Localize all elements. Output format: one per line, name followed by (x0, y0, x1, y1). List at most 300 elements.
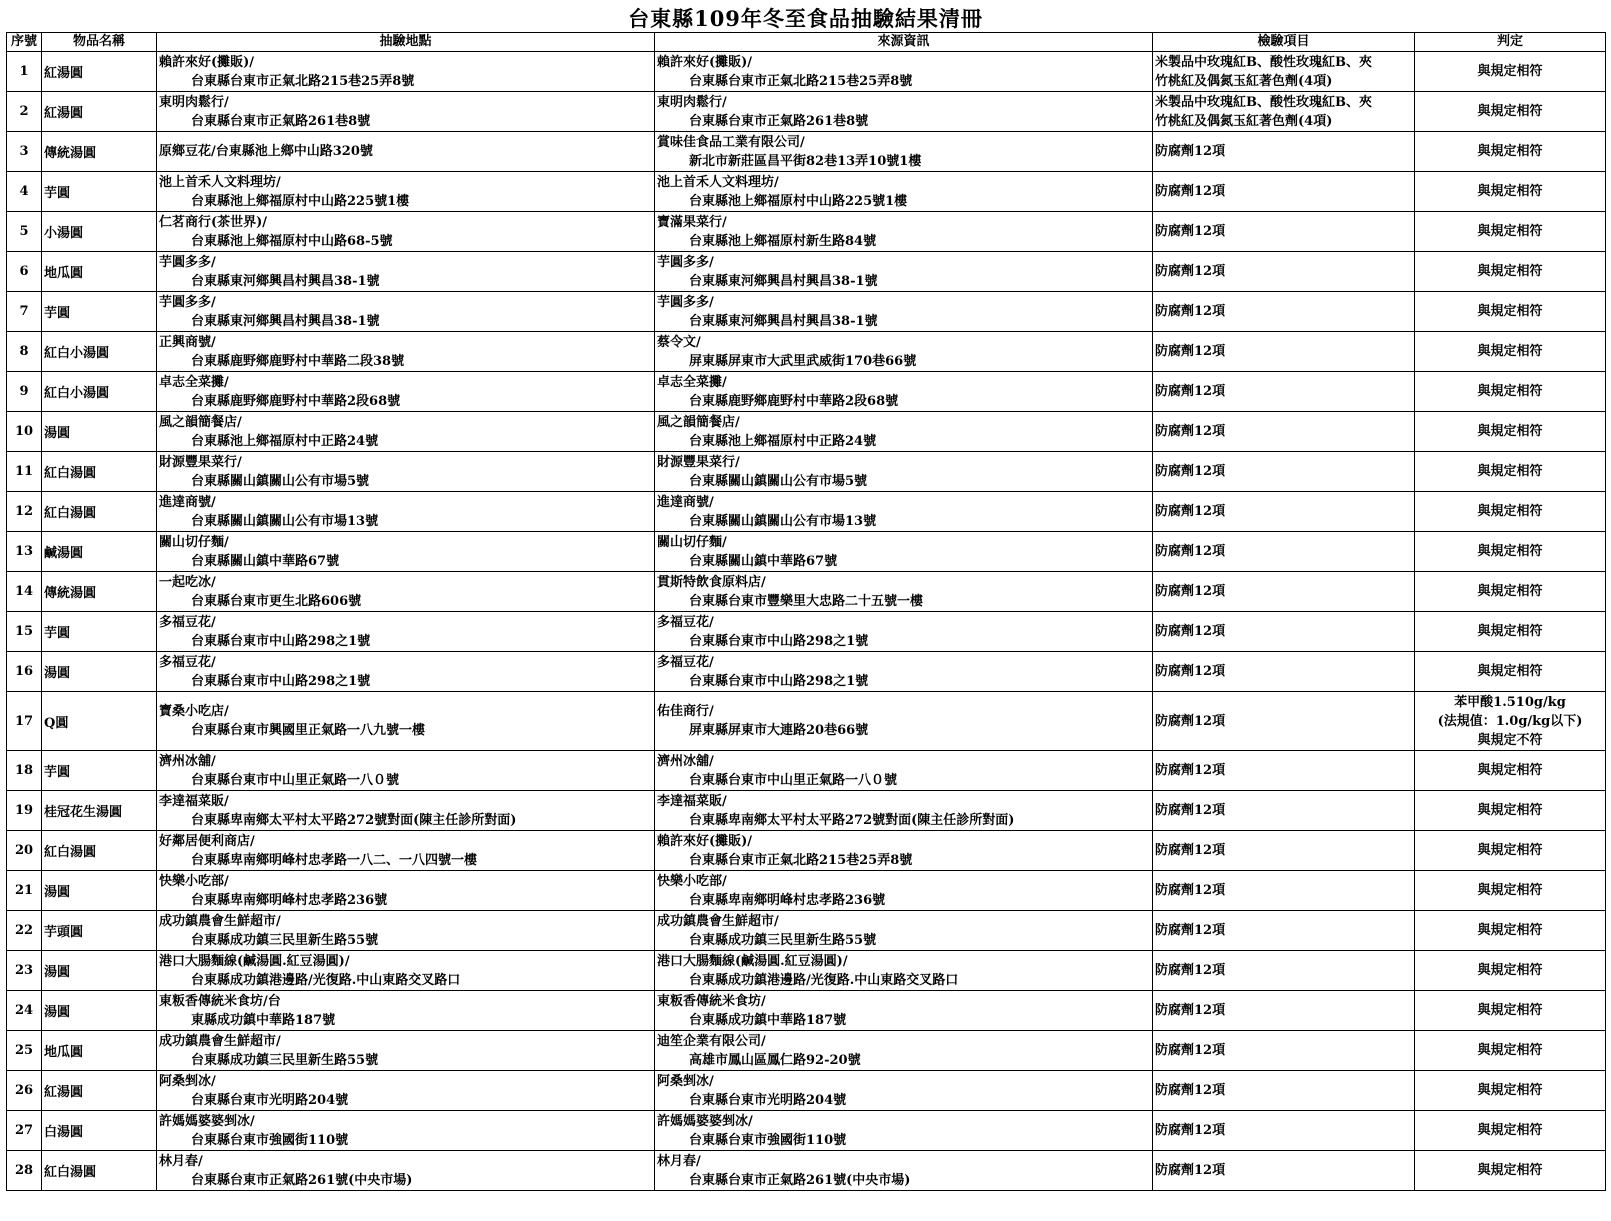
source-info-cell (655, 871, 1153, 911)
table-row (7, 412, 1606, 452)
judgement-line: 與規定相符 (1477, 344, 1543, 359)
judgement-line: 與規定相符 (1477, 384, 1543, 399)
table-row (7, 132, 1606, 172)
sampling-location-cell (157, 332, 655, 372)
judgement-cell (1415, 532, 1606, 572)
judgement-cell (1415, 452, 1606, 492)
judgement-line: 與規定相符 (1477, 264, 1543, 279)
source-info-cell (655, 492, 1153, 532)
judgement-cell (1415, 911, 1606, 951)
source-info-cell (655, 332, 1153, 372)
test-items-cell (1153, 612, 1415, 652)
sampling-location-cell (157, 292, 655, 332)
serial-number-cell: 2 (7, 92, 42, 132)
test-item-line: 防腐劑12項 (1155, 1043, 1226, 1058)
source-info-cell (655, 612, 1153, 652)
source-info-cell (655, 751, 1153, 791)
location-vendor: 原鄉豆花/台東縣池上鄉中山路320號 (159, 144, 373, 159)
table-row (7, 212, 1606, 252)
judgement-cell (1415, 132, 1606, 172)
source-address: 新北市新莊區昌平街82巷13弄10號1樓 (689, 153, 922, 169)
source-info-cell (655, 452, 1153, 492)
judgement-line: 與規定相符 (1477, 763, 1543, 778)
test-items-cell (1153, 372, 1415, 412)
test-items-cell (1153, 52, 1415, 92)
location-address: 台東縣池上鄉福原村中正路24號 (191, 433, 379, 449)
test-items-cell (1153, 452, 1415, 492)
location-address: 台東縣卑南鄉明峰村忠孝路一八二、一八四號一樓 (191, 852, 478, 868)
sampling-location-cell (157, 831, 655, 871)
inspection-results-table (6, 32, 1606, 1191)
item-name-cell: 紅湯圓 (42, 92, 157, 132)
source-vendor: 李達福菜販/ (657, 793, 727, 809)
test-items-cell (1153, 332, 1415, 372)
sampling-location-cell (157, 1151, 655, 1191)
judgement-line: 與規定相符 (1477, 224, 1543, 239)
table-row (7, 871, 1606, 911)
location-address: 台東縣關山鎮關山公有市場5號 (191, 473, 370, 489)
table-row (7, 751, 1606, 791)
judgement-cell (1415, 871, 1606, 911)
table-row (7, 1151, 1606, 1191)
location-address: 台東縣關山鎮關山公有市場13號 (191, 513, 379, 529)
item-name-cell: 紅白湯圓 (42, 831, 157, 871)
header-serial-number: 序號 (7, 33, 42, 52)
test-items-cell (1153, 412, 1415, 452)
judgement-line: 與規定相符 (1477, 144, 1543, 159)
source-address: 台東縣台東市正氣路261號(中央市場) (689, 1172, 911, 1188)
judgement-line: 與規定相符 (1477, 304, 1543, 319)
judgement-cell (1415, 252, 1606, 292)
source-vendor: 港口大腸麵線(鹹湯圓.紅豆湯圓)/ (657, 953, 848, 969)
location-vendor: 成功鎮農會生鮮超市/ (159, 913, 281, 929)
location-address: 台東縣台東市正氣北路215巷25弄8號 (191, 73, 415, 89)
item-name-cell: 紅白小湯圓 (42, 372, 157, 412)
location-vendor: 賴許來好(攤販)/ (159, 54, 255, 70)
judgement-line: 與規定相符 (1477, 424, 1543, 439)
judgement-line: 與規定相符 (1477, 1083, 1543, 1098)
serial-number-cell: 5 (7, 212, 42, 252)
serial-number-cell: 27 (7, 1111, 42, 1151)
source-info-cell (655, 1151, 1153, 1191)
source-info-cell (655, 692, 1153, 751)
source-info-cell (655, 52, 1153, 92)
item-name-cell: 湯圓 (42, 652, 157, 692)
page-title: 台東縣109年冬至食品抽驗結果清冊 (628, 6, 983, 31)
serial-number-cell: 9 (7, 372, 42, 412)
item-name-cell: 紅白湯圓 (42, 492, 157, 532)
item-name-cell: 傳統湯圓 (42, 572, 157, 612)
source-info-cell (655, 991, 1153, 1031)
sampling-location-cell (157, 172, 655, 212)
source-vendor: 多福豆花/ (657, 654, 714, 670)
header-item-name: 物品名稱 (42, 33, 157, 52)
table-row (7, 572, 1606, 612)
location-vendor: 芋圓多多/ (159, 254, 216, 270)
item-name-cell: 紅白小湯圓 (42, 332, 157, 372)
serial-number-cell: 7 (7, 292, 42, 332)
source-vendor: 林月春/ (657, 1153, 701, 1169)
judgement-line: 與規定相符 (1477, 664, 1543, 679)
location-vendor: 許媽媽婆婆剉冰/ (159, 1113, 255, 1129)
judgement-cell (1415, 612, 1606, 652)
location-vendor: 港口大腸麵線(鹹湯圓.紅豆湯圓)/ (159, 953, 350, 969)
table-row (7, 1071, 1606, 1111)
source-info-cell (655, 292, 1153, 332)
test-item-line: 防腐劑12項 (1155, 1163, 1226, 1178)
serial-number-cell: 19 (7, 791, 42, 831)
item-name-cell: 湯圓 (42, 871, 157, 911)
source-address: 台東縣台東市強國街110號 (689, 1132, 847, 1148)
source-info-cell (655, 172, 1153, 212)
source-info-cell (655, 1031, 1153, 1071)
table-row (7, 652, 1606, 692)
location-vendor: 多福豆花/ (159, 614, 216, 630)
location-address: 台東縣卑南鄉太平村太平路272號對面(陳主任診所對面) (191, 812, 517, 828)
location-address: 台東縣關山鎮中華路67號 (191, 553, 340, 569)
location-address: 台東縣成功鎮三民里新生路55號 (191, 1052, 379, 1068)
source-vendor: 財源豐果菜行/ (657, 454, 740, 470)
location-vendor: 一起吃冰/ (159, 574, 216, 590)
test-items-cell (1153, 532, 1415, 572)
source-info-cell (655, 951, 1153, 991)
source-info-cell (655, 372, 1153, 412)
location-address: 台東縣台東市強國街110號 (191, 1132, 349, 1148)
sampling-location-cell (157, 52, 655, 92)
test-item-line: 防腐劑12項 (1155, 304, 1226, 319)
source-address: 台東縣台東市中山路298之1號 (689, 633, 869, 649)
item-name-cell: 湯圓 (42, 951, 157, 991)
source-vendor: 芋圓多多/ (657, 294, 714, 310)
location-vendor: 寶桑小吃店/ (159, 704, 229, 719)
judgement-line: 與規定相符 (1477, 104, 1543, 119)
test-items-cell (1153, 951, 1415, 991)
judgement-line: 與規定相符 (1477, 184, 1543, 199)
test-item-line: 防腐劑12項 (1155, 763, 1226, 778)
location-address: 台東縣台東市中山路298之1號 (191, 673, 371, 689)
sampling-location-cell (157, 1071, 655, 1111)
test-item-line: 防腐劑12項 (1155, 144, 1226, 159)
test-item-line: 防腐劑12項 (1155, 544, 1226, 559)
source-address: 台東縣關山鎮中華路67號 (689, 553, 838, 569)
location-vendor: 快樂小吃部/ (159, 873, 229, 889)
table-row (7, 92, 1606, 132)
sampling-location-cell (157, 92, 655, 132)
serial-number-cell: 21 (7, 871, 42, 911)
test-items-cell (1153, 991, 1415, 1031)
item-name-cell: 芋頭圓 (42, 911, 157, 951)
source-vendor: 卓志全菜攤/ (657, 374, 727, 390)
judgement-line: 與規定相符 (1477, 544, 1543, 559)
table-row (7, 172, 1606, 212)
location-address: 台東縣鹿野鄉鹿野村中華路2段68號 (191, 393, 401, 409)
source-address: 台東縣關山鎮關山公有市場13號 (689, 513, 877, 529)
item-name-cell: Q圓 (42, 692, 157, 751)
judgement-cell (1415, 52, 1606, 92)
location-address: 台東縣成功鎮港邊路/光復路.中山東路交叉路口 (191, 972, 461, 988)
test-item-line: 防腐劑12項 (1155, 464, 1226, 479)
judgement-cell (1415, 1031, 1606, 1071)
sampling-location-cell (157, 692, 655, 751)
location-vendor: 風之韻簡餐店/ (159, 414, 242, 430)
table-row (7, 532, 1606, 572)
source-address: 台東縣台東市正氣北路215巷25弄8號 (689, 852, 913, 868)
location-vendor: 財源豐果菜行/ (159, 454, 242, 470)
test-item-line: 防腐劑12項 (1155, 713, 1226, 729)
location-address: 台東縣台東市正氣路261巷8號 (191, 113, 371, 129)
location-vendor: 池上首禾人文料理坊/ (159, 174, 281, 190)
location-address: 台東縣台東市中山里正氣路一八０號 (191, 772, 400, 788)
location-vendor: 東明肉鬆行/ (159, 94, 229, 110)
judgement-cell (1415, 991, 1606, 1031)
serial-number-cell: 24 (7, 991, 42, 1031)
source-vendor: 阿桑剉冰/ (657, 1073, 714, 1089)
serial-number-cell: 8 (7, 332, 42, 372)
judgement-cell (1415, 212, 1606, 252)
test-item-line: 防腐劑12項 (1155, 184, 1226, 199)
judgement-cell (1415, 572, 1606, 612)
source-address: 台東縣台東市正氣路261巷8號 (689, 113, 869, 129)
item-name-cell: 紅湯圓 (42, 1071, 157, 1111)
source-address: 台東縣台東市正氣北路215巷25弄8號 (689, 73, 913, 89)
source-vendor: 濟州冰舖/ (657, 753, 714, 769)
judgement-cell (1415, 92, 1606, 132)
table-row (7, 911, 1606, 951)
location-vendor: 卓志全菜攤/ (159, 374, 229, 390)
serial-number-cell: 25 (7, 1031, 42, 1071)
judgement-line: 與規定相符 (1477, 64, 1543, 79)
source-info-cell (655, 412, 1153, 452)
source-vendor: 迪笙企業有限公司/ (657, 1033, 766, 1049)
source-vendor: 賴許來好(攤販)/ (657, 833, 753, 849)
judgement-cell (1415, 831, 1606, 871)
judgement-cell (1415, 791, 1606, 831)
test-item-line: 防腐劑12項 (1155, 624, 1226, 639)
test-item-line: 防腐劑12項 (1155, 504, 1226, 519)
source-info-cell (655, 791, 1153, 831)
serial-number-cell: 26 (7, 1071, 42, 1111)
sampling-location-cell (157, 991, 655, 1031)
item-name-cell: 桂冠花生湯圓 (42, 791, 157, 831)
test-items-cell (1153, 92, 1415, 132)
sampling-location-cell (157, 612, 655, 652)
test-item-line: 防腐劑12項 (1155, 843, 1226, 858)
judgement-cell (1415, 172, 1606, 212)
source-address: 台東縣關山鎮關山公有市場5號 (689, 473, 868, 489)
judgement-line: 苯甲酸1.510g/kg (1454, 694, 1566, 710)
test-item-line: 米製品中玫瑰紅B、酸性玫瑰紅B、夾 (1155, 94, 1372, 110)
source-address: 台東縣東河鄉興昌村興昌38-1號 (689, 313, 878, 329)
location-vendor: 多福豆花/ (159, 654, 216, 670)
test-items-cell (1153, 652, 1415, 692)
test-items-cell (1153, 212, 1415, 252)
location-vendor: 好鄰居便利商店/ (159, 833, 255, 849)
test-item-line: 防腐劑12項 (1155, 1123, 1226, 1138)
table-row (7, 991, 1606, 1031)
judgement-line: 與規定相符 (1477, 1163, 1543, 1178)
table-row (7, 452, 1606, 492)
table-row (7, 791, 1606, 831)
test-items-cell (1153, 132, 1415, 172)
serial-number-cell: 3 (7, 132, 42, 172)
test-items-cell (1153, 1111, 1415, 1151)
test-item-line: 竹桃紅及偶氮玉紅著色劑(4項) (1155, 113, 1333, 129)
judgement-cell (1415, 1151, 1606, 1191)
sampling-location-cell (157, 372, 655, 412)
serial-number-cell: 4 (7, 172, 42, 212)
judgement-cell (1415, 652, 1606, 692)
location-address: 台東縣池上鄉福原村中山路225號1樓 (191, 193, 410, 209)
serial-number-cell: 20 (7, 831, 42, 871)
item-name-cell: 鹹湯圓 (42, 532, 157, 572)
sampling-location-cell (157, 532, 655, 572)
location-vendor: 濟州冰舖/ (159, 753, 216, 769)
source-address: 台東縣東河鄉興昌村興昌38-1號 (689, 273, 878, 289)
serial-number-cell: 12 (7, 492, 42, 532)
judgement-cell (1415, 492, 1606, 532)
serial-number-cell: 15 (7, 612, 42, 652)
source-vendor: 進達商號/ (657, 494, 714, 510)
test-item-line: 防腐劑12項 (1155, 264, 1226, 279)
sampling-location-cell (157, 951, 655, 991)
source-vendor: 佑佳商行/ (657, 704, 714, 719)
table-row (7, 252, 1606, 292)
source-vendor: 賞味佳食品工業有限公司/ (657, 134, 805, 150)
item-name-cell: 芋圓 (42, 751, 157, 791)
serial-number-cell: 1 (7, 52, 42, 92)
serial-number-cell: 13 (7, 532, 42, 572)
table-row (7, 1031, 1606, 1071)
test-item-line: 防腐劑12項 (1155, 883, 1226, 898)
test-items-cell (1153, 1071, 1415, 1111)
judgement-cell (1415, 332, 1606, 372)
item-name-cell: 小湯圓 (42, 212, 157, 252)
table-row (7, 831, 1606, 871)
source-info-cell (655, 132, 1153, 172)
sampling-location-cell (157, 911, 655, 951)
location-address: 台東縣東河鄉興昌村興昌38-1號 (191, 273, 380, 289)
location-address: 台東縣池上鄉福原村中山路68-5號 (191, 233, 393, 249)
item-name-cell: 紅白湯圓 (42, 452, 157, 492)
source-address: 台東縣台東市中山里正氣路一八０號 (689, 772, 898, 788)
test-item-line: 竹桃紅及偶氮玉紅著色劑(4項) (1155, 73, 1333, 89)
table-row (7, 332, 1606, 372)
source-vendor: 蔡令文/ (657, 334, 701, 350)
location-address: 台東縣台東市光明路204號 (191, 1092, 349, 1108)
item-name-cell: 地瓜圓 (42, 1031, 157, 1071)
table-row (7, 1111, 1606, 1151)
item-name-cell: 紅湯圓 (42, 52, 157, 92)
judgement-line: 與規定相符 (1477, 464, 1543, 479)
test-item-line: 防腐劑12項 (1155, 963, 1226, 978)
table-body (7, 52, 1606, 1191)
source-address: 台東縣鹿野鄉鹿野村中華路2段68號 (689, 393, 899, 409)
source-info-cell (655, 831, 1153, 871)
serial-number-cell: 11 (7, 452, 42, 492)
test-item-line: 防腐劑12項 (1155, 584, 1226, 599)
source-info-cell (655, 212, 1153, 252)
source-address: 台東縣成功鎮三民里新生路55號 (689, 932, 877, 948)
table-row (7, 292, 1606, 332)
location-vendor: 東粄香傳統米食坊/台 (159, 993, 281, 1009)
item-name-cell: 傳統湯圓 (42, 132, 157, 172)
sampling-location-cell (157, 652, 655, 692)
judgement-cell (1415, 412, 1606, 452)
table-row (7, 612, 1606, 652)
item-name-cell: 地瓜圓 (42, 252, 157, 292)
judgement-line: 與規定相符 (1477, 584, 1543, 599)
source-vendor: 賴許來好(攤販)/ (657, 54, 753, 70)
serial-number-cell: 10 (7, 412, 42, 452)
source-vendor: 成功鎮農會生鮮超市/ (657, 913, 779, 929)
test-items-cell (1153, 492, 1415, 532)
sampling-location-cell (157, 412, 655, 452)
judgement-cell (1415, 1071, 1606, 1111)
location-address: 東縣成功鎮中華路187號 (191, 1012, 336, 1028)
judgement-line: 與規定相符 (1477, 1003, 1543, 1018)
serial-number-cell: 17 (7, 692, 42, 751)
source-vendor: 貫斯特飲食原料店/ (657, 574, 766, 590)
table-row (7, 492, 1606, 532)
item-name-cell: 白湯圓 (42, 1111, 157, 1151)
test-item-line: 防腐劑12項 (1155, 923, 1226, 938)
source-address: 台東縣台東市豐樂里大忠路二十五號一樓 (689, 593, 924, 609)
judgement-cell (1415, 692, 1606, 751)
location-address: 台東縣卑南鄉明峰村忠孝路236號 (191, 892, 388, 908)
table-row (7, 52, 1606, 92)
judgement-line: 與規定相符 (1477, 504, 1543, 519)
source-address: 高雄市鳳山區鳳仁路92-20號 (689, 1052, 861, 1068)
test-item-line: 防腐劑12項 (1155, 424, 1226, 439)
test-items-cell (1153, 751, 1415, 791)
table-row (7, 692, 1606, 751)
source-address: 台東縣池上鄉福原村新生路84號 (689, 233, 877, 249)
serial-number-cell: 6 (7, 252, 42, 292)
sampling-location-cell (157, 572, 655, 612)
judgement-line: (法規值：1.0g/kg以下) (1437, 713, 1583, 729)
judgement-line: 與規定相符 (1477, 1043, 1543, 1058)
sampling-location-cell (157, 132, 655, 172)
location-vendor: 關山切仔麵/ (159, 534, 229, 550)
item-name-cell: 芋圓 (42, 612, 157, 652)
location-vendor: 李達福菜販/ (159, 793, 229, 809)
source-vendor: 多福豆花/ (657, 614, 714, 630)
item-name-cell: 湯圓 (42, 991, 157, 1031)
sampling-location-cell (157, 791, 655, 831)
source-vendor: 許媽媽婆婆剉冰/ (657, 1113, 753, 1129)
source-info-cell (655, 252, 1153, 292)
test-items-cell (1153, 871, 1415, 911)
judgement-line: 與規定相符 (1477, 1123, 1543, 1138)
judgement-cell (1415, 1111, 1606, 1151)
judgement-cell (1415, 372, 1606, 412)
location-address: 台東縣東河鄉興昌村興昌38-1號 (191, 313, 380, 329)
test-item-line: 防腐劑12項 (1155, 384, 1226, 399)
serial-number-cell: 18 (7, 751, 42, 791)
sampling-location-cell (157, 492, 655, 532)
test-items-cell (1153, 791, 1415, 831)
location-address: 台東縣台東市興國里正氣路一八九號一樓 (191, 723, 426, 738)
location-vendor: 阿桑剉冰/ (159, 1073, 216, 1089)
source-info-cell (655, 652, 1153, 692)
source-address: 台東縣台東市光明路204號 (689, 1092, 847, 1108)
test-item-line: 防腐劑12項 (1155, 1003, 1226, 1018)
judgement-line: 與規定相符 (1477, 624, 1543, 639)
test-items-cell (1153, 1151, 1415, 1191)
header-judgement: 判定 (1415, 33, 1606, 52)
serial-number-cell: 23 (7, 951, 42, 991)
judgement-line: 與規定相符 (1477, 843, 1543, 858)
